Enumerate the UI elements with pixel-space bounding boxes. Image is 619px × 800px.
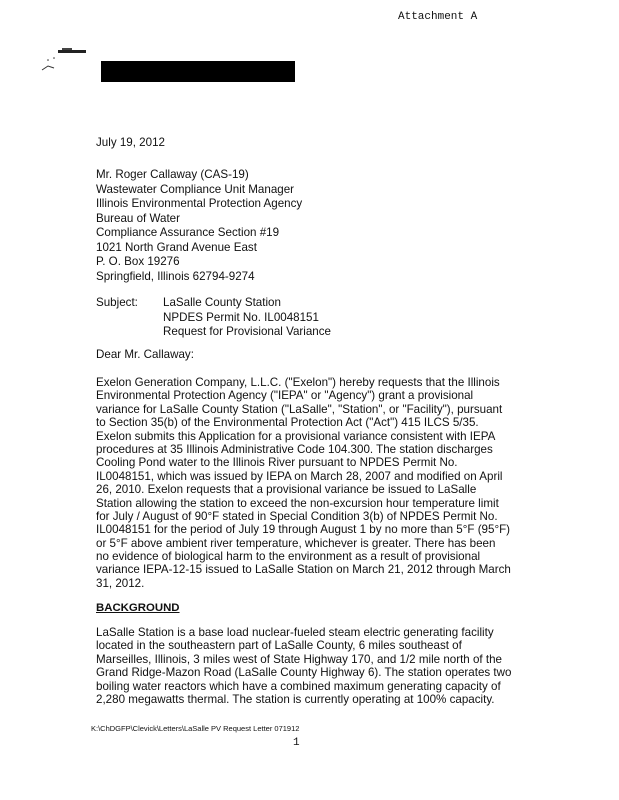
address-line: 1021 North Grand Avenue East [96, 240, 257, 254]
address-line: P. O. Box 19276 [96, 255, 180, 269]
text-line: procedures at 35 Illinois Administrative Code 104.300. The station discharges [96, 442, 493, 456]
text-line: LaSalle Station is a base load nuclear-fueled steam electric generating facility [96, 626, 494, 639]
text-line: variance IEPA-12-15 issued to LaSalle Station on March 21, 2012 through March [96, 563, 511, 577]
subject-line: NPDES Permit No. IL0048151 [163, 310, 319, 324]
text-line: no evidence of biological harm to the environment as a result of provisional [96, 550, 481, 564]
address-line: Wastewater Compliance Unit Manager [96, 182, 295, 196]
recipient-address [96, 168, 302, 284]
text-line: for July / August of 90°F stated in Special Condition 3(b) of NPDES Permit No. [96, 509, 498, 523]
section-heading-background: BACKGROUND [96, 602, 180, 614]
letter-date [96, 136, 165, 151]
text-line: Grand Ridge-Mazon Road (LaSalle County Highway 6). The station operates two [96, 666, 512, 680]
text-line: to Section 35(b) of the Environmental Protection Act ("Act") 415 ILCS 5/35. [96, 416, 479, 430]
text-line: Station allowing the station to exceed the non-excursion hour temperature limit [96, 496, 499, 510]
text-line: IL0048151, which was issued by IEPA on March 28, 2007 and modified on April [96, 469, 503, 483]
text-line: 31, 2012. [96, 576, 145, 590]
text-line: boiling water reactors which have a combined maximum generating capacity of [96, 679, 501, 693]
subject-line: LaSalle County Station [163, 296, 281, 309]
text-line: Exelon Generation Company, L.L.C. ("Exelon") hereby requests that the Illinois [96, 376, 500, 389]
subject-label [96, 296, 138, 311]
salutation-text: Dear Mr. Callaway: [96, 348, 194, 361]
paragraph-request [96, 376, 511, 590]
address-line: Illinois Environmental Protection Agency [96, 197, 303, 211]
attachment-label: Attachment A [398, 11, 478, 23]
text-line: IL0048151 for the period of July 19 through August 1 by no more than 5°F (95°F) [96, 523, 511, 537]
subject-lines [163, 296, 331, 340]
text-line: 2,280 megawatts thermal. The station is currently operating at 100% capacity. [96, 692, 495, 706]
text-line: located in the southeastern part of LaSalle County, 6 miles southeast of [96, 639, 462, 653]
subject-line: Request for Provisional Variance [163, 325, 331, 339]
address-line: Springfield, Illinois 62794-9274 [96, 269, 255, 283]
redaction-block [101, 61, 295, 82]
address-line: Mr. Roger Callaway (CAS-19) [96, 168, 249, 181]
page-number: 1 [293, 737, 300, 749]
footer-file-path: K:\ChDGFP\Clevick\Letters\LaSalle PV Request Letter 071912 [91, 724, 300, 733]
company-logo-icon [40, 46, 100, 76]
address-line: Compliance Assurance Section #19 [96, 226, 280, 240]
salutation [96, 348, 194, 363]
address-line: Bureau of Water [96, 211, 180, 225]
text-line: Exelon submits this Application for a provisional variance consistent with IEPA [96, 429, 496, 443]
text-line: 26, 2010. Exelon requests that a provisional variance be issued to LaSalle [96, 483, 477, 497]
text-line: Environmental Protection Agency ("IEPA" or "Agency") grant a provisional [96, 389, 474, 403]
text-line: Cooling Pond water to the Illinois River pursuant to NPDES Permit No. [96, 456, 458, 470]
text-line: variance for LaSalle County Station ("LaSalle", "Station", or "Facility"), pursuant [96, 402, 503, 416]
paragraph-background [96, 626, 511, 706]
subject-label-text: Subject: [96, 296, 138, 309]
text-line: Marseilles, Illinois, 3 miles west of State Highway 170, and 1/2 mile north of the [96, 652, 502, 666]
date-text: July 19, 2012 [96, 136, 165, 149]
text-line: or 5°F above ambient river temperature, whichever is greater. There has been [96, 536, 496, 550]
